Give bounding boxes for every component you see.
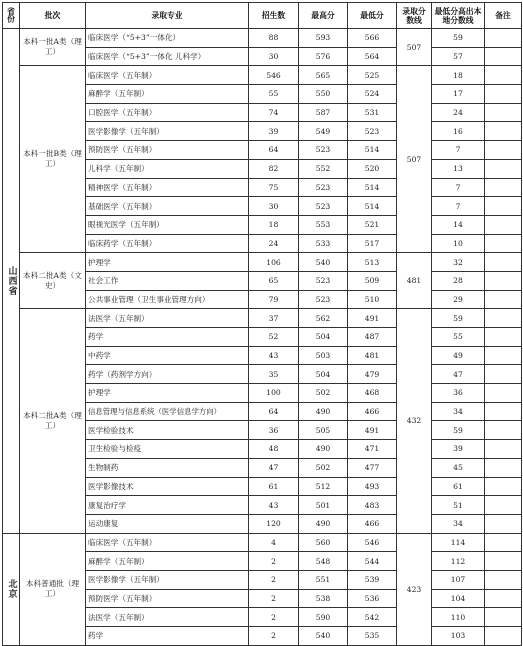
min-score-cell: 513 [348,253,397,272]
major-cell: 法医学（五年制） [86,309,249,328]
enrolled-cell: 546 [249,66,299,85]
max-score-cell: 501 [299,496,348,515]
max-score-cell: 551 [299,570,348,589]
max-score-cell: 565 [299,66,348,85]
major-cell: 麻醉学（五年制） [86,85,249,104]
enrolled-cell: 120 [249,514,299,533]
above-line-cell: 14 [432,215,485,234]
remark-cell [485,328,522,347]
enrolled-cell: 2 [249,570,299,589]
above-line-cell: 59 [432,309,485,328]
major-cell: 生物制药 [86,458,249,477]
enrolled-cell: 79 [249,290,299,309]
enrolled-cell: 4 [249,533,299,552]
major-cell: 公共事业管理（卫生事业管理方向） [86,290,249,309]
major-cell: 精神医学（五年制） [86,178,249,197]
max-score-cell: 504 [299,365,348,384]
remark-cell [485,440,522,459]
max-score-cell: 549 [299,122,348,141]
above-line-cell: 39 [432,440,485,459]
remark-cell [485,346,522,365]
max-score-cell: 490 [299,402,348,421]
max-score-cell: 550 [299,85,348,104]
enrolled-cell: 37 [249,309,299,328]
max-score-cell: 502 [299,384,348,403]
remark-cell [485,496,522,515]
above-line-cell: 55 [432,328,485,347]
major-cell: 麻醉学（五年制） [86,552,249,571]
remark-cell [485,570,522,589]
max-score-cell: 523 [299,141,348,160]
province-cell: 山西省 [3,29,20,534]
above-line-cell: 34 [432,402,485,421]
min-score-cell: 491 [348,309,397,328]
min-score-cell: 535 [348,627,397,646]
enrolled-cell: 2 [249,608,299,627]
min-score-cell: 531 [348,103,397,122]
remark-cell [485,234,522,253]
major-cell: 临床医学（五年制） [86,533,249,552]
major-cell: 医学影像学（五年制） [86,570,249,589]
major-cell: 卫生检验与检疫 [86,440,249,459]
above-line-cell: 45 [432,458,485,477]
enrolled-cell: 43 [249,496,299,515]
max-score-cell: 512 [299,477,348,496]
major-cell: 药学 [86,328,249,347]
above-line-cell: 10 [432,234,485,253]
major-cell: 医学影像技术 [86,477,249,496]
enrolled-cell: 18 [249,215,299,234]
remark-cell [485,589,522,608]
enrolled-cell: 2 [249,589,299,608]
major-cell: 预防医学（五年制） [86,141,249,160]
above-line-cell: 104 [432,589,485,608]
min-score-cell: 491 [348,421,397,440]
enrolled-cell: 52 [249,328,299,347]
major-cell: 眼视光医学（五年制） [86,215,249,234]
remark-cell [485,514,522,533]
enrolled-cell: 55 [249,85,299,104]
enrolled-cell: 74 [249,103,299,122]
admission-line-cell: 507 [397,29,432,66]
remark-cell [485,178,522,197]
min-score-cell: 539 [348,570,397,589]
major-cell: 医学影像学（五年制） [86,122,249,141]
min-score-cell: 481 [348,346,397,365]
remark-cell [485,627,522,646]
min-score-cell: 466 [348,514,397,533]
remark-cell [485,29,522,48]
batch-cell: 本科一批A类（理工） [20,29,86,66]
major-cell: 临床医学（“5+3”一体化 儿科学） [86,47,249,66]
remark-cell [485,253,522,272]
major-cell: 临床医学（五年制） [86,66,249,85]
remark-cell [485,365,522,384]
major-cell: 护理学 [86,253,249,272]
header-max-score: 最高分 [299,3,348,29]
above-line-cell: 57 [432,47,485,66]
min-score-cell: 487 [348,328,397,347]
enrolled-cell: 64 [249,141,299,160]
min-score-cell: 564 [348,47,397,66]
enrolled-cell: 2 [249,552,299,571]
admission-line-cell: 507 [397,66,432,253]
enrolled-cell: 82 [249,159,299,178]
remark-cell [485,271,522,290]
batch-cell: 本科二批A类（理工） [20,309,86,533]
above-line-cell: 7 [432,178,485,197]
max-score-cell: 523 [299,178,348,197]
min-score-cell: 544 [348,552,397,571]
enrolled-cell: 75 [249,178,299,197]
max-score-cell: 504 [299,328,348,347]
header-admission-line: 录取分数线 [397,3,432,29]
remark-cell [485,215,522,234]
admission-line-cell: 481 [397,253,432,309]
major-cell: 药学 [86,627,249,646]
above-line-cell: 7 [432,141,485,160]
max-score-cell: 593 [299,29,348,48]
min-score-cell: 520 [348,159,397,178]
header-min-score: 最低分 [348,3,397,29]
max-score-cell: 540 [299,627,348,646]
min-score-cell: 466 [348,402,397,421]
above-line-cell: 28 [432,271,485,290]
above-line-cell: 110 [432,608,485,627]
province-cell: 北京 [3,533,20,645]
table-row [3,533,522,552]
remark-cell [485,402,522,421]
enrolled-cell: 35 [249,365,299,384]
above-line-cell: 47 [432,365,485,384]
above-line-cell: 29 [432,290,485,309]
remark-cell [485,533,522,552]
min-score-cell: 566 [348,29,397,48]
above-line-cell: 51 [432,496,485,515]
min-score-cell: 521 [348,215,397,234]
above-line-cell: 24 [432,103,485,122]
remark-cell [485,141,522,160]
header-above-local-line: 最低分高出本地分数线 [432,3,485,29]
table-row [3,66,522,85]
min-score-cell: 468 [348,384,397,403]
enrolled-cell: 30 [249,47,299,66]
enrolled-cell: 65 [249,271,299,290]
table-row [3,309,522,328]
header-batch: 批次 [20,3,86,29]
min-score-cell: 514 [348,197,397,216]
max-score-cell: 560 [299,533,348,552]
above-line-cell: 34 [432,514,485,533]
above-line-cell: 61 [432,477,485,496]
remark-cell [485,290,522,309]
major-cell: 社会工作 [86,271,249,290]
min-score-cell: 514 [348,178,397,197]
major-cell: 临床药学（五年制） [86,234,249,253]
enrolled-cell: 43 [249,346,299,365]
header-province: 省份 [3,3,20,29]
remark-cell [485,421,522,440]
above-line-cell: 18 [432,66,485,85]
remark-cell [485,122,522,141]
max-score-cell: 523 [299,290,348,309]
enrolled-cell: 106 [249,253,299,272]
above-line-cell: 36 [432,384,485,403]
max-score-cell: 502 [299,458,348,477]
remark-cell [485,608,522,627]
above-line-cell: 59 [432,421,485,440]
major-cell: 临床医学（“5+3”一体化） [86,29,249,48]
min-score-cell: 525 [348,66,397,85]
max-score-cell: 523 [299,271,348,290]
above-line-cell: 49 [432,346,485,365]
remark-cell [485,384,522,403]
above-line-cell: 16 [432,122,485,141]
min-score-cell: 510 [348,290,397,309]
major-cell: 基础医学（五年制） [86,197,249,216]
min-score-cell: 479 [348,365,397,384]
min-score-cell: 483 [348,496,397,515]
enrolled-cell: 64 [249,402,299,421]
major-cell: 儿科学（五年制） [86,159,249,178]
min-score-cell: 524 [348,85,397,104]
admission-line-cell: 432 [397,309,432,533]
above-line-cell: 17 [432,85,485,104]
table-row [3,253,522,272]
min-score-cell: 546 [348,533,397,552]
min-score-cell: 509 [348,271,397,290]
major-cell: 药学（药剂学方向） [86,365,249,384]
above-line-cell: 13 [432,159,485,178]
enrolled-cell: 61 [249,477,299,496]
above-line-cell: 114 [432,533,485,552]
min-score-cell: 536 [348,589,397,608]
max-score-cell: 552 [299,159,348,178]
enrolled-cell: 36 [249,421,299,440]
remark-cell [485,552,522,571]
header-remark: 备注 [485,3,522,29]
header-enrolled: 招生数 [249,3,299,29]
major-cell: 预防医学（五年制） [86,589,249,608]
enrolled-cell: 30 [249,197,299,216]
remark-cell [485,197,522,216]
remark-cell [485,159,522,178]
min-score-cell: 477 [348,458,397,477]
enrolled-cell: 47 [249,458,299,477]
max-score-cell: 590 [299,608,348,627]
enrolled-cell: 39 [249,122,299,141]
admission-line-cell: 423 [397,533,432,645]
min-score-cell: 517 [348,234,397,253]
major-cell: 护理学 [86,384,249,403]
above-line-cell: 59 [432,29,485,48]
batch-cell: 本科普通批（理工） [20,533,86,645]
major-cell: 中药学 [86,346,249,365]
max-score-cell: 562 [299,309,348,328]
min-score-cell: 523 [348,122,397,141]
table-body [3,29,522,646]
min-score-cell: 493 [348,477,397,496]
enrolled-cell: 2 [249,627,299,646]
enrolled-cell: 24 [249,234,299,253]
max-score-cell: 587 [299,103,348,122]
remark-cell [485,458,522,477]
remark-cell [485,47,522,66]
major-cell: 口腔医学（五年制） [86,103,249,122]
above-line-cell: 103 [432,627,485,646]
major-cell: 信息管理与信息系统（医学信息学方向） [86,402,249,421]
remark-cell [485,477,522,496]
max-score-cell: 503 [299,346,348,365]
max-score-cell: 505 [299,421,348,440]
above-line-cell: 107 [432,570,485,589]
table-row [3,29,522,48]
major-cell: 运动康复 [86,514,249,533]
max-score-cell: 548 [299,552,348,571]
remark-cell [485,103,522,122]
admission-score-table [2,2,522,646]
max-score-cell: 523 [299,197,348,216]
remark-cell [485,85,522,104]
batch-cell: 本科一批B类（理工） [20,66,86,253]
enrolled-cell: 48 [249,440,299,459]
above-line-cell: 112 [432,552,485,571]
min-score-cell: 471 [348,440,397,459]
header-row [3,3,522,29]
header-major: 录取专业 [86,3,249,29]
remark-cell [485,66,522,85]
batch-cell: 本科二批A类（文史） [20,253,86,309]
max-score-cell: 533 [299,234,348,253]
max-score-cell: 576 [299,47,348,66]
min-score-cell: 514 [348,141,397,160]
max-score-cell: 490 [299,440,348,459]
max-score-cell: 538 [299,589,348,608]
major-cell: 医学检验技术 [86,421,249,440]
enrolled-cell: 88 [249,29,299,48]
major-cell: 法医学（五年制） [86,608,249,627]
max-score-cell: 490 [299,514,348,533]
major-cell: 康复治疗学 [86,496,249,515]
max-score-cell: 553 [299,215,348,234]
above-line-cell: 7 [432,197,485,216]
remark-cell [485,309,522,328]
above-line-cell: 32 [432,253,485,272]
min-score-cell: 542 [348,608,397,627]
enrolled-cell: 100 [249,384,299,403]
max-score-cell: 540 [299,253,348,272]
